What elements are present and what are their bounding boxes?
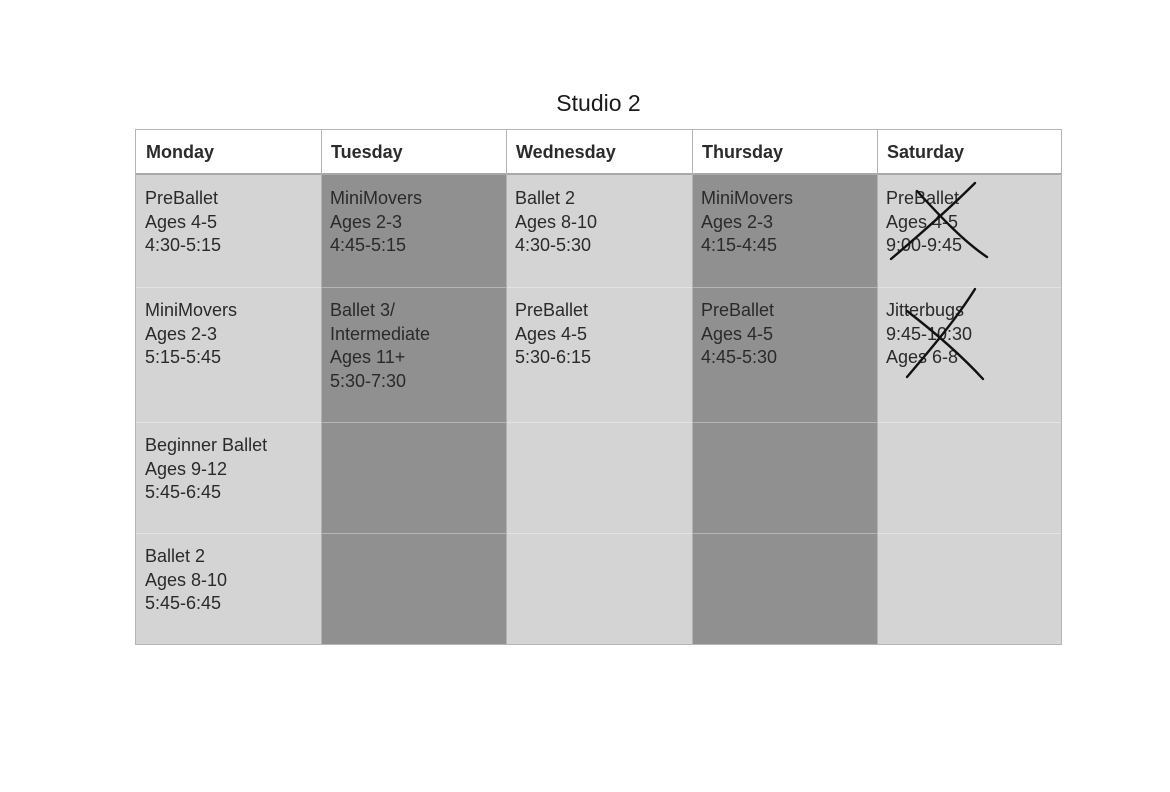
day-column-wednesday bbox=[506, 175, 692, 644]
class-info-line: Ages 4-5 bbox=[515, 323, 588, 344]
column-divider bbox=[506, 130, 507, 644]
class-cell bbox=[136, 287, 321, 422]
row-divider bbox=[692, 287, 877, 288]
column-divider bbox=[692, 130, 693, 644]
row-divider bbox=[692, 422, 877, 423]
empty-cell bbox=[506, 533, 692, 645]
class-info-line: MiniMovers bbox=[701, 188, 794, 208]
class-info-line: Intermediate bbox=[330, 323, 431, 344]
row-divider bbox=[877, 533, 1061, 534]
class-info-line: Beginner Ballet bbox=[145, 435, 268, 455]
class-info-line: Ages 4-5 bbox=[701, 323, 774, 344]
class-cell bbox=[877, 287, 1061, 422]
class-info-line: Ages 4-5 bbox=[886, 211, 959, 232]
class-cell bbox=[321, 287, 506, 422]
row-divider bbox=[136, 422, 321, 423]
class-info-line: 4:30-5:15 bbox=[145, 235, 222, 255]
class-info-line: Ages 2-3 bbox=[330, 211, 403, 232]
class-cell bbox=[506, 287, 692, 422]
row-divider bbox=[506, 422, 692, 423]
day-column-saturday bbox=[877, 175, 1061, 644]
empty-cell bbox=[877, 422, 1061, 533]
class-info-line: MiniMovers bbox=[145, 300, 238, 320]
class-info-line: 4:45-5:30 bbox=[701, 347, 778, 367]
class-info-line: 4:30-5:30 bbox=[515, 235, 592, 255]
column-divider bbox=[321, 130, 322, 644]
day-column-monday bbox=[136, 175, 321, 644]
day-header-saturday: Saturday bbox=[887, 142, 965, 162]
class-info-line: PreBallet bbox=[515, 300, 589, 320]
empty-cell bbox=[692, 533, 877, 645]
class-cell bbox=[692, 287, 877, 422]
row-divider bbox=[136, 287, 321, 288]
class-cell bbox=[692, 175, 877, 287]
empty-cell bbox=[877, 533, 1061, 645]
class-info-line: Ballet 3/ bbox=[330, 300, 396, 320]
empty-cell bbox=[506, 422, 692, 533]
row-divider bbox=[321, 422, 506, 423]
page-title: Studio 2 bbox=[556, 90, 641, 116]
row-divider bbox=[877, 287, 1061, 288]
class-info-line: Ballet 2 bbox=[145, 546, 206, 566]
class-info-line: 5:45-6:45 bbox=[145, 482, 222, 502]
class-info-line: 5:45-6:45 bbox=[145, 593, 222, 613]
class-info-line: Ages 11+ bbox=[330, 347, 406, 367]
day-header-tuesday: Tuesday bbox=[331, 142, 403, 162]
class-info-line: Jitterbugs bbox=[886, 300, 965, 320]
day-header-monday: Monday bbox=[146, 142, 215, 162]
class-cell bbox=[506, 175, 692, 287]
class-info-line: 5:30-7:30 bbox=[330, 370, 407, 391]
class-info-line: Ballet 2 bbox=[515, 188, 576, 208]
class-info-line: PreBallet bbox=[701, 300, 775, 320]
class-info-line: Ages 6-8 bbox=[886, 347, 959, 367]
row-divider bbox=[506, 287, 692, 288]
class-info-line: 4:15-4:45 bbox=[701, 235, 778, 255]
class-cell bbox=[136, 422, 321, 533]
empty-cell bbox=[321, 422, 506, 533]
class-info-line: Ages 8-10 bbox=[515, 211, 598, 232]
class-cell bbox=[321, 175, 506, 287]
class-info-line: Ages 2-3 bbox=[701, 211, 774, 232]
class-info-line: Ages 9-12 bbox=[145, 458, 228, 479]
row-divider bbox=[136, 533, 321, 534]
header-row bbox=[136, 130, 1061, 175]
class-info-line: 4:45-5:15 bbox=[330, 235, 407, 255]
row-divider bbox=[877, 422, 1061, 423]
class-info-line: MiniMovers bbox=[330, 188, 423, 208]
class-info-line: 9:00-9:45 bbox=[886, 235, 963, 255]
row-divider bbox=[692, 533, 877, 534]
class-cell bbox=[877, 175, 1061, 287]
row-divider bbox=[506, 533, 692, 534]
class-cell bbox=[136, 533, 321, 645]
class-info-line: 5:15-5:45 bbox=[145, 347, 222, 367]
empty-cell bbox=[321, 533, 506, 645]
class-info-line: PreBallet bbox=[886, 188, 960, 208]
class-info-line: 5:30-6:15 bbox=[515, 347, 592, 367]
class-info-line: Ages 8-10 bbox=[145, 569, 228, 590]
class-info-line: Ages 2-3 bbox=[145, 323, 218, 344]
empty-cell bbox=[692, 422, 877, 533]
class-info-line: PreBallet bbox=[145, 188, 219, 208]
class-cell bbox=[136, 175, 321, 287]
column-divider bbox=[877, 130, 878, 644]
row-divider bbox=[321, 533, 506, 534]
row-divider bbox=[321, 287, 506, 288]
day-column-thursday bbox=[692, 175, 877, 644]
class-info-line: 9:45-10:30 bbox=[886, 323, 973, 344]
schedule-table bbox=[135, 129, 1062, 645]
day-header-thursday: Thursday bbox=[702, 142, 784, 162]
day-column-tuesday bbox=[321, 175, 506, 644]
day-header-wednesday: Wednesday bbox=[516, 142, 616, 162]
class-info-line: Ages 4-5 bbox=[145, 211, 218, 232]
